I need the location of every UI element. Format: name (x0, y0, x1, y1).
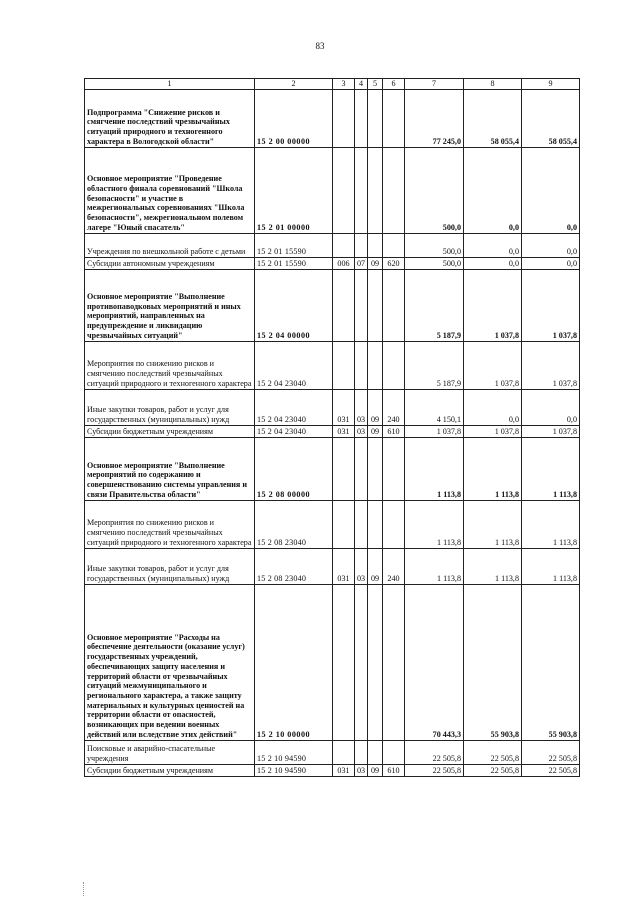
row-col3 (333, 741, 355, 765)
row-col3 (333, 148, 355, 234)
header-cell: 6 (383, 79, 405, 90)
row-value-8: 0,0 (464, 148, 522, 234)
row-value-8: 55 903,8 (464, 585, 522, 741)
row-name: Мероприятия по снижению рисков и смягчению последствий чрезвычайных ситуаций природного и техногенного характера (85, 342, 255, 390)
row-value-9: 22 505,8 (522, 765, 580, 777)
row-value-7: 1 113,8 (405, 438, 464, 501)
row-col5 (368, 90, 383, 148)
row-col3: 031 (333, 765, 355, 777)
row-value-7: 22 505,8 (405, 741, 464, 765)
page-number: 83 (315, 41, 325, 51)
row-col6 (383, 585, 405, 741)
table-row (85, 438, 580, 501)
row-col6: 240 (383, 549, 405, 585)
row-value-9: 1 113,8 (522, 501, 580, 549)
row-value-9: 0,0 (522, 258, 580, 270)
header-cell: 5 (368, 79, 383, 90)
budget-table (84, 78, 580, 777)
row-col6: 610 (383, 765, 405, 777)
row-col4 (355, 585, 368, 741)
row-code: 15 2 10 00000 (255, 585, 333, 741)
row-value-7: 70 443,3 (405, 585, 464, 741)
row-code: 15 2 10 94590 (255, 765, 333, 777)
table-row (85, 501, 580, 549)
row-code: 15 2 01 15590 (255, 258, 333, 270)
row-col6 (383, 501, 405, 549)
row-name: Мероприятия по снижению рисков и смягчению последствий чрезвычайных ситуаций природного и техногенного характера (85, 501, 255, 549)
row-col5 (368, 148, 383, 234)
row-col4 (355, 234, 368, 258)
row-col4 (355, 148, 368, 234)
row-col3: 031 (333, 390, 355, 426)
row-col4 (355, 270, 368, 342)
row-value-8: 58 055,4 (464, 90, 522, 148)
row-name: Поисковые и аварийно-спасательные учреждения (85, 741, 255, 765)
row-value-9: 55 903,8 (522, 585, 580, 741)
row-col3 (333, 234, 355, 258)
row-value-7: 22 505,8 (405, 765, 464, 777)
row-value-8: 0,0 (464, 234, 522, 258)
table-row (85, 741, 580, 765)
row-name: Основное мероприятие "Выполнение противопаводковых мероприятий и иных мероприятий, направленных на предупреждение и ликвидацию чрезвычайных ситуаций" (85, 270, 255, 342)
row-value-7: 1 113,8 (405, 549, 464, 585)
row-col3 (333, 342, 355, 390)
table-row (85, 234, 580, 258)
row-value-7: 500,0 (405, 234, 464, 258)
row-col6: 620 (383, 258, 405, 270)
row-col3 (333, 438, 355, 501)
row-col5: 09 (368, 390, 383, 426)
row-code: 15 2 04 23040 (255, 390, 333, 426)
row-code: 15 2 08 23040 (255, 549, 333, 585)
row-col6 (383, 438, 405, 501)
row-col4 (355, 90, 368, 148)
row-col3: 006 (333, 258, 355, 270)
table-row (85, 765, 580, 777)
row-col6 (383, 342, 405, 390)
row-value-9: 1 037,8 (522, 342, 580, 390)
row-value-9: 1 037,8 (522, 426, 580, 438)
row-value-7: 4 150,1 (405, 390, 464, 426)
header-cell: 4 (355, 79, 368, 90)
row-col3 (333, 585, 355, 741)
row-col5: 09 (368, 549, 383, 585)
table-row (85, 549, 580, 585)
row-col3 (333, 270, 355, 342)
row-value-7: 5 187,9 (405, 270, 464, 342)
row-col6: 240 (383, 390, 405, 426)
row-col5: 09 (368, 258, 383, 270)
header-cell: 8 (464, 79, 522, 90)
row-name: Основное мероприятие "Выполнение мероприятий по содержанию и совершенствованию системы управления и связи Правительства области" (85, 438, 255, 501)
row-value-8: 0,0 (464, 390, 522, 426)
row-value-8: 1 113,8 (464, 549, 522, 585)
header-cell: 3 (333, 79, 355, 90)
row-name: Субсидии автономным учреждениям (85, 258, 255, 270)
row-value-8: 22 505,8 (464, 765, 522, 777)
row-value-7: 1 113,8 (405, 501, 464, 549)
row-value-7: 1 037,8 (405, 426, 464, 438)
row-col4: 03 (355, 426, 368, 438)
row-name: Основное мероприятие "Проведение областного финала соревнований "Школа безопасности" и участие в межрегиональных соревнованиях "Школа безопасности", межрегиональном полевом лагере "Юный спасатель" (85, 148, 255, 234)
row-value-8: 22 505,8 (464, 741, 522, 765)
row-col6 (383, 90, 405, 148)
row-value-9: 0,0 (522, 390, 580, 426)
row-code: 15 2 00 00000 (255, 90, 333, 148)
row-col6: 610 (383, 426, 405, 438)
row-code: 15 2 04 00000 (255, 270, 333, 342)
table-row (85, 90, 580, 148)
row-col4 (355, 741, 368, 765)
header-cell: 7 (405, 79, 464, 90)
row-value-8: 1 037,8 (464, 342, 522, 390)
row-value-9: 1 037,8 (522, 270, 580, 342)
row-value-8: 0,0 (464, 258, 522, 270)
row-code: 15 2 01 00000 (255, 148, 333, 234)
row-col6 (383, 270, 405, 342)
row-col4 (355, 342, 368, 390)
row-name: Учреждения по внешкольной работе с детьми (85, 234, 255, 258)
table-row (85, 148, 580, 234)
row-value-9: 0,0 (522, 234, 580, 258)
row-value-8: 1 037,8 (464, 426, 522, 438)
scan-artifact (83, 882, 85, 896)
row-col5 (368, 585, 383, 741)
row-value-9: 0,0 (522, 148, 580, 234)
row-value-9: 58 055,4 (522, 90, 580, 148)
row-col3 (333, 90, 355, 148)
table-row (85, 342, 580, 390)
row-col5: 09 (368, 765, 383, 777)
row-col5 (368, 741, 383, 765)
row-col3: 031 (333, 549, 355, 585)
header-cell: 9 (522, 79, 580, 90)
row-col5 (368, 234, 383, 258)
table-row (85, 270, 580, 342)
row-code: 15 2 08 23040 (255, 501, 333, 549)
header-cell: 1 (85, 79, 255, 90)
row-name: Субсидии бюджетным учреждениям (85, 426, 255, 438)
row-col5: 09 (368, 426, 383, 438)
row-col3: 031 (333, 426, 355, 438)
row-col4: 07 (355, 258, 368, 270)
table-row (85, 426, 580, 438)
row-col4: 03 (355, 549, 368, 585)
row-code: 15 2 10 94590 (255, 741, 333, 765)
row-col3 (333, 501, 355, 549)
row-col5 (368, 270, 383, 342)
row-name: Подпрограмма "Снижение рисков и смягчение последствий чрезвычайных ситуаций природного и техногенного характера в Вологодской области" (85, 90, 255, 148)
row-col4 (355, 438, 368, 501)
row-col5 (368, 501, 383, 549)
row-name: Иные закупки товаров, работ и услуг для государственных (муниципальных) нужд (85, 549, 255, 585)
row-name: Субсидии бюджетным учреждениям (85, 765, 255, 777)
row-name: Основное мероприятие "Расходы на обеспечение деятельности (оказание услуг) государственных учреждений, обеспечивающих защиту населения и территорий области от чрезвычайных ситуаций межмуниципального и регионального характера, а также защиту материальных и культурных ценностей на территории области от опасностей, возникающих при ведении военных действий или вследствие этих действий" (85, 585, 255, 741)
header-row (85, 79, 580, 90)
table-row (85, 258, 580, 270)
table-row (85, 390, 580, 426)
row-col5 (368, 438, 383, 501)
row-value-7: 77 245,0 (405, 90, 464, 148)
row-code: 15 2 04 23040 (255, 342, 333, 390)
row-code: 15 2 01 15590 (255, 234, 333, 258)
row-value-9: 1 113,8 (522, 549, 580, 585)
row-value-8: 1 113,8 (464, 501, 522, 549)
row-col6 (383, 148, 405, 234)
row-col5 (368, 342, 383, 390)
row-col4: 03 (355, 390, 368, 426)
table-row (85, 585, 580, 741)
row-col4: 03 (355, 765, 368, 777)
row-value-8: 1 113,8 (464, 438, 522, 501)
row-code: 15 2 08 00000 (255, 438, 333, 501)
row-col4 (355, 501, 368, 549)
row-col6 (383, 234, 405, 258)
row-value-7: 500,0 (405, 258, 464, 270)
row-value-8: 1 037,8 (464, 270, 522, 342)
row-value-7: 500,0 (405, 148, 464, 234)
row-value-9: 22 505,8 (522, 741, 580, 765)
row-value-7: 5 187,9 (405, 342, 464, 390)
header-cell: 2 (255, 79, 333, 90)
row-code: 15 2 04 23040 (255, 426, 333, 438)
row-value-9: 1 113,8 (522, 438, 580, 501)
row-name: Иные закупки товаров, работ и услуг для государственных (муниципальных) нужд (85, 390, 255, 426)
row-col6 (383, 741, 405, 765)
